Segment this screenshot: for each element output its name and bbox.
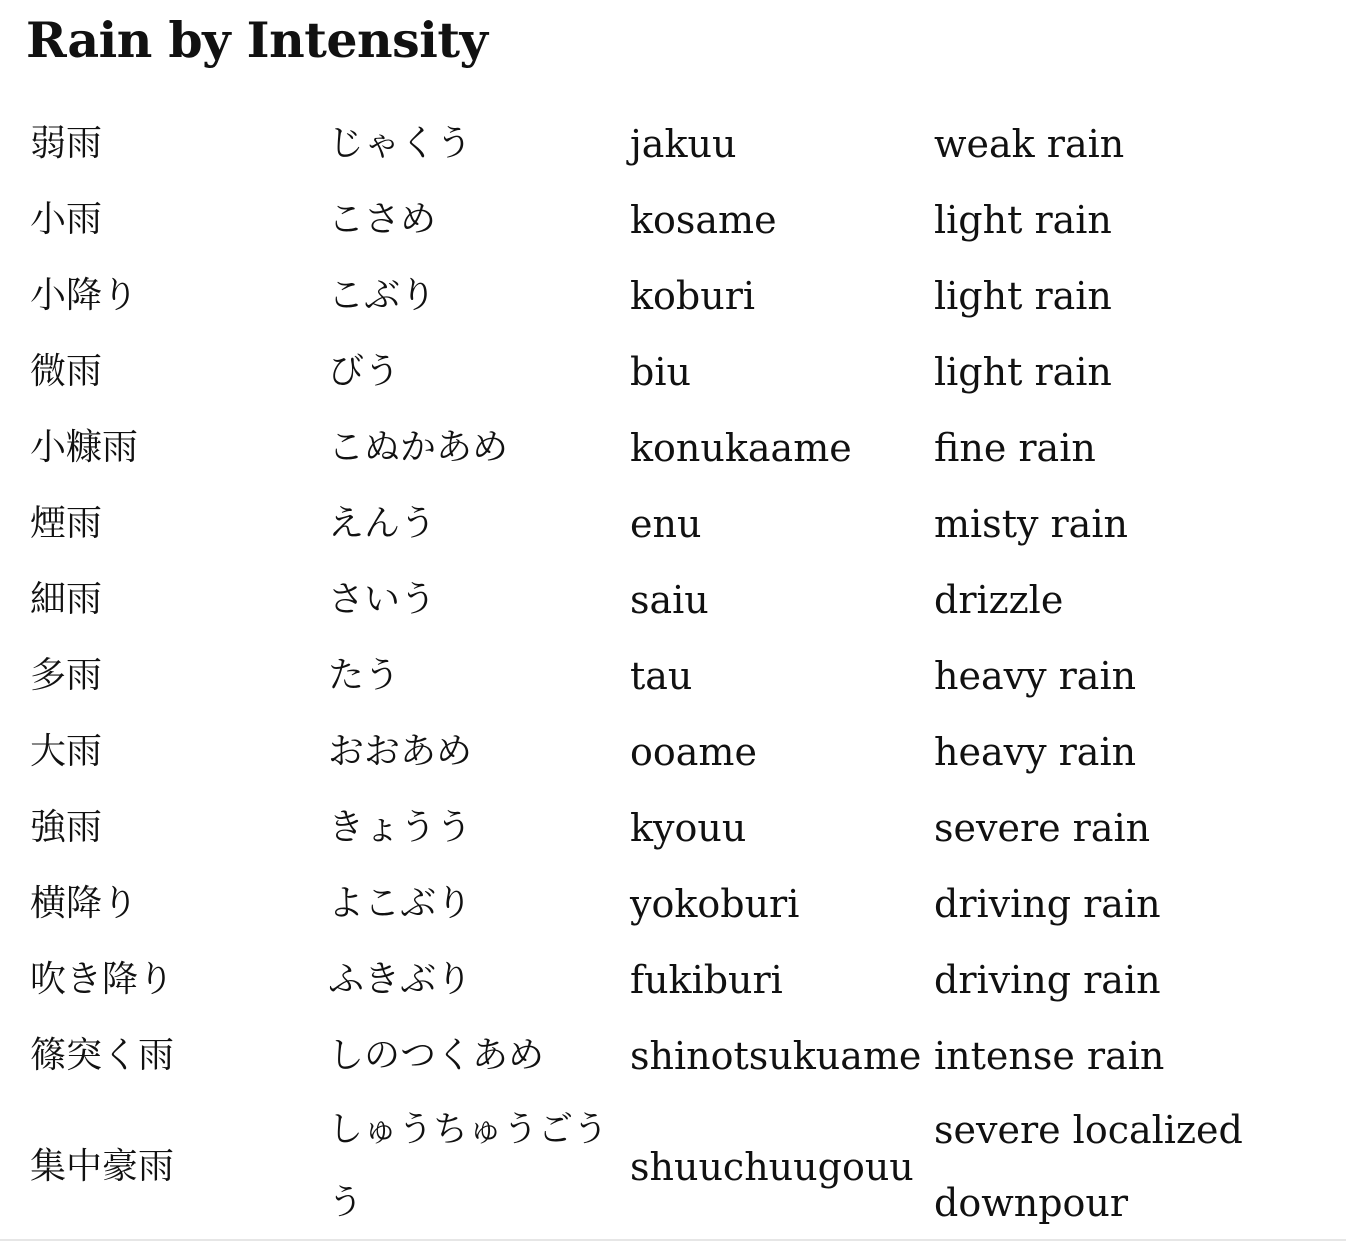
romaji-cell: biu [630, 350, 691, 394]
english-cell: light rain [934, 198, 1112, 242]
table-row [20, 790, 1304, 866]
table-row [20, 258, 1304, 334]
kana-cell: こぬかあめ [328, 427, 509, 468]
table-row [20, 1094, 1304, 1240]
kana-cell: こぶり [328, 275, 437, 316]
kana-cell: えんう [328, 503, 437, 544]
bottom-divider [0, 1239, 1346, 1241]
kanji-cell: 小降り [30, 275, 139, 316]
kanji-cell: 強雨 [30, 807, 103, 848]
kana-cell: きょうう [328, 807, 473, 848]
romaji-cell: konukaame [630, 426, 852, 470]
kanji-cell: 大雨 [30, 731, 103, 772]
romaji-cell: saiu [630, 578, 709, 622]
table-row [20, 638, 1304, 714]
kana-cell: じゃくう [328, 123, 473, 164]
table-row [20, 486, 1304, 562]
kana-cell: さいう [328, 579, 437, 620]
english-cell: heavy rain [934, 654, 1137, 698]
kanji-cell: 多雨 [30, 655, 103, 696]
kanji-cell: 篠突く雨 [30, 1035, 175, 1076]
table-row [20, 714, 1304, 790]
table-row [20, 410, 1304, 486]
kanji-cell: 横降り [30, 883, 139, 924]
romaji-cell: koburi [630, 274, 756, 318]
table-row [20, 562, 1304, 638]
kanji-cell: 細雨 [30, 579, 103, 620]
table-row [20, 866, 1304, 942]
english-cell: weak rain [934, 122, 1125, 166]
romaji-cell: tau [630, 654, 693, 698]
romaji-cell: shuuchuugouu [630, 1145, 914, 1189]
english-cell: driving rain [934, 882, 1161, 926]
page-title: Rain by Intensity [26, 11, 488, 69]
kana-cell: こさめ [328, 199, 437, 240]
kana-cell: ふきぶり [328, 959, 473, 1000]
rain-vocabulary-table [20, 106, 1304, 1240]
romaji-cell: jakuu [630, 122, 737, 166]
table-row [20, 106, 1304, 182]
english-cell: light rain [934, 274, 1112, 318]
romaji-cell: fukiburi [630, 958, 783, 1002]
kana-cell: よこぶり [328, 883, 473, 924]
romaji-cell: ooame [630, 730, 757, 774]
kana-cell: しゅうちゅうごうう [328, 1110, 609, 1223]
table-row [20, 1018, 1304, 1094]
english-cell: light rain [934, 350, 1112, 394]
romaji-cell: yokoburi [630, 882, 800, 926]
english-cell: driving rain [934, 958, 1161, 1002]
english-cell: severe localized downpour [934, 1108, 1243, 1225]
english-cell: intense rain [934, 1034, 1165, 1078]
kana-cell: しのつくあめ [328, 1035, 545, 1076]
romaji-cell: kosame [630, 198, 777, 242]
kanji-cell: 煙雨 [30, 503, 103, 544]
english-cell: drizzle [934, 578, 1064, 622]
english-cell: misty rain [934, 502, 1128, 546]
kana-cell: おおあめ [328, 731, 473, 772]
english-cell: severe rain [934, 806, 1151, 850]
english-cell: heavy rain [934, 730, 1137, 774]
kanji-cell: 小糠雨 [30, 427, 139, 468]
kanji-cell: 集中豪雨 [30, 1146, 175, 1187]
table-row [20, 942, 1304, 1018]
kanji-cell: 微雨 [30, 351, 103, 392]
english-cell: fine rain [934, 426, 1096, 470]
kanji-cell: 吹き降り [30, 959, 175, 1000]
table-row [20, 182, 1304, 258]
table-row [20, 334, 1304, 410]
kana-cell: たう [328, 655, 401, 696]
kanji-cell: 弱雨 [30, 123, 103, 164]
romaji-cell: enu [630, 502, 702, 546]
romaji-cell: kyouu [630, 806, 747, 850]
romaji-cell: shinotsukuame [630, 1034, 922, 1078]
kanji-cell: 小雨 [30, 199, 103, 240]
kana-cell: びう [328, 351, 401, 392]
